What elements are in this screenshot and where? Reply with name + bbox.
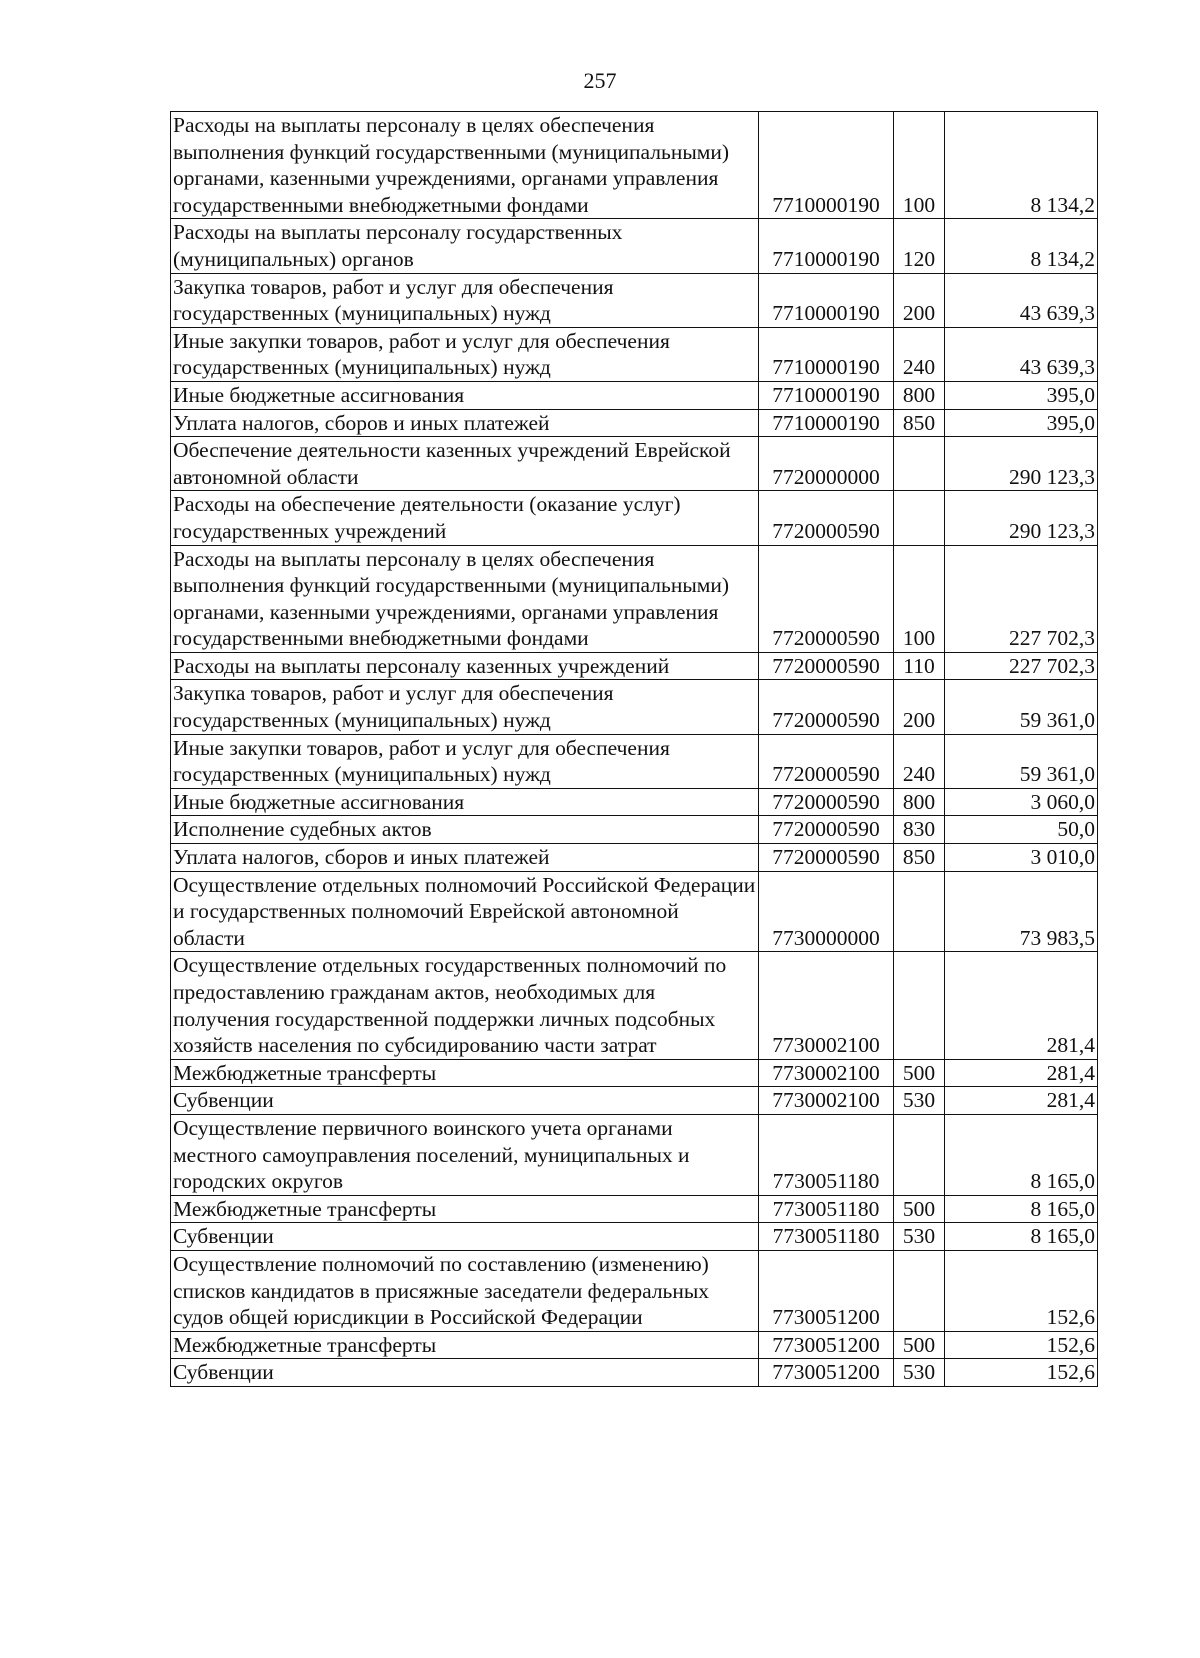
row-code-cell: 7720000590 — [759, 816, 894, 844]
row-amount-cell: 43 639,3 — [945, 327, 1098, 381]
table-row — [171, 1195, 1098, 1223]
row-amount-cell: 227 702,3 — [945, 545, 1098, 652]
row-type-cell: 530 — [894, 1359, 945, 1387]
row-type-cell: 850 — [894, 844, 945, 872]
row-amount-cell: 227 702,3 — [945, 652, 1098, 680]
row-amount-cell: 8 134,2 — [945, 112, 1098, 219]
row-amount-cell: 8 165,0 — [945, 1195, 1098, 1223]
row-name-cell: Закупка товаров, работ и услуг для обеспечения государственных (муниципальных) нужд — [171, 273, 759, 327]
row-amount-cell: 152,6 — [945, 1359, 1098, 1387]
row-code-cell: 7710000190 — [759, 381, 894, 409]
row-type-cell: 200 — [894, 680, 945, 734]
table-row — [171, 327, 1098, 381]
row-type-cell — [894, 491, 945, 545]
table-row — [171, 1359, 1098, 1387]
row-name-cell: Осуществление отдельных полномочий Российской Федерации и государственных полномочий Еврейской автономной области — [171, 871, 759, 952]
row-type-cell: 530 — [894, 1223, 945, 1251]
row-name-cell: Расходы на обеспечение деятельности (оказание услуг) государственных учреждений — [171, 491, 759, 545]
row-name-cell: Иные бюджетные ассигнования — [171, 381, 759, 409]
row-name-cell: Исполнение судебных актов — [171, 816, 759, 844]
row-code-cell: 7720000590 — [759, 844, 894, 872]
row-type-cell: 100 — [894, 112, 945, 219]
row-type-cell: 500 — [894, 1331, 945, 1359]
row-amount-cell: 281,4 — [945, 1059, 1098, 1087]
row-code-cell: 7730051180 — [759, 1195, 894, 1223]
row-amount-cell: 290 123,3 — [945, 437, 1098, 491]
table-row — [171, 273, 1098, 327]
row-name-cell: Субвенции — [171, 1359, 759, 1387]
row-code-cell: 7730051180 — [759, 1114, 894, 1195]
row-code-cell: 7720000590 — [759, 788, 894, 816]
row-type-cell: 240 — [894, 734, 945, 788]
row-code-cell: 7710000190 — [759, 409, 894, 437]
row-type-cell — [894, 952, 945, 1059]
table-row — [171, 871, 1098, 952]
row-name-cell: Субвенции — [171, 1223, 759, 1251]
row-amount-cell: 395,0 — [945, 381, 1098, 409]
row-amount-cell: 290 123,3 — [945, 491, 1098, 545]
row-name-cell: Межбюджетные трансферты — [171, 1059, 759, 1087]
row-amount-cell: 8 165,0 — [945, 1114, 1098, 1195]
row-amount-cell: 3 010,0 — [945, 844, 1098, 872]
row-name-cell: Обеспечение деятельности казенных учреждений Еврейской автономной области — [171, 437, 759, 491]
row-type-cell: 200 — [894, 273, 945, 327]
row-name-cell: Межбюджетные трансферты — [171, 1195, 759, 1223]
row-name-cell: Иные закупки товаров, работ и услуг для обеспечения государственных (муниципальных) нужд — [171, 734, 759, 788]
row-code-cell: 7730051180 — [759, 1223, 894, 1251]
table-row — [171, 1087, 1098, 1115]
row-type-cell: 110 — [894, 652, 945, 680]
row-amount-cell: 281,4 — [945, 952, 1098, 1059]
table-row — [171, 219, 1098, 273]
table-row — [171, 680, 1098, 734]
row-code-cell: 7730002100 — [759, 1087, 894, 1115]
budget-table — [170, 111, 1098, 1387]
row-name-cell: Расходы на выплаты персоналу в целях обеспечения выполнения функций государственными (муниципальными) органами, казенными учреждениями, органами управления государственными внебюджетными фондами — [171, 112, 759, 219]
table-row — [171, 1331, 1098, 1359]
row-name-cell: Осуществление полномочий по составлению (изменению) списков кандидатов в присяжные заседатели федеральных судов общей юрисдикции в Российской Федерации — [171, 1250, 759, 1331]
row-amount-cell: 395,0 — [945, 409, 1098, 437]
row-name-cell: Уплата налогов, сборов и иных платежей — [171, 409, 759, 437]
row-type-cell: 800 — [894, 788, 945, 816]
row-amount-cell: 50,0 — [945, 816, 1098, 844]
table-row — [171, 1250, 1098, 1331]
row-name-cell: Расходы на выплаты персоналу в целях обеспечения выполнения функций государственными (муниципальными) органами, казенными учреждениями, органами управления государственными внебюджетными фондами — [171, 545, 759, 652]
table-row — [171, 652, 1098, 680]
row-amount-cell: 152,6 — [945, 1331, 1098, 1359]
row-type-cell — [894, 437, 945, 491]
row-amount-cell: 152,6 — [945, 1250, 1098, 1331]
row-amount-cell: 43 639,3 — [945, 273, 1098, 327]
row-code-cell: 7730051200 — [759, 1250, 894, 1331]
row-code-cell: 7710000190 — [759, 112, 894, 219]
row-type-cell: 240 — [894, 327, 945, 381]
table-row — [171, 844, 1098, 872]
table-row — [171, 112, 1098, 219]
row-code-cell: 7730051200 — [759, 1331, 894, 1359]
table-row — [171, 437, 1098, 491]
table-row — [171, 381, 1098, 409]
row-type-cell: 830 — [894, 816, 945, 844]
table-row — [171, 1223, 1098, 1251]
table-row — [171, 1114, 1098, 1195]
budget-table-body — [171, 112, 1098, 1387]
row-type-cell: 120 — [894, 219, 945, 273]
row-amount-cell: 3 060,0 — [945, 788, 1098, 816]
row-type-cell: 500 — [894, 1059, 945, 1087]
row-name-cell: Субвенции — [171, 1087, 759, 1115]
row-code-cell: 7710000190 — [759, 219, 894, 273]
row-amount-cell: 73 983,5 — [945, 871, 1098, 952]
page-number: 257 — [583, 68, 617, 93]
row-name-cell: Уплата налогов, сборов и иных платежей — [171, 844, 759, 872]
row-code-cell: 7720000590 — [759, 734, 894, 788]
row-name-cell: Иные бюджетные ассигнования — [171, 788, 759, 816]
row-code-cell: 7720000590 — [759, 545, 894, 652]
row-type-cell: 800 — [894, 381, 945, 409]
row-amount-cell: 8 134,2 — [945, 219, 1098, 273]
row-amount-cell: 59 361,0 — [945, 680, 1098, 734]
row-name-cell: Расходы на выплаты персоналу казенных учреждений — [171, 652, 759, 680]
row-name-cell: Осуществление первичного воинского учета органами местного самоуправления поселений, муниципальных и городских округов — [171, 1114, 759, 1195]
row-code-cell: 7730002100 — [759, 952, 894, 1059]
row-code-cell: 7730000000 — [759, 871, 894, 952]
table-row — [171, 409, 1098, 437]
table-row — [171, 545, 1098, 652]
row-name-cell: Межбюджетные трансферты — [171, 1331, 759, 1359]
row-code-cell: 7720000590 — [759, 680, 894, 734]
row-type-cell — [894, 1114, 945, 1195]
row-code-cell: 7720000000 — [759, 437, 894, 491]
row-code-cell: 7720000590 — [759, 652, 894, 680]
row-name-cell: Закупка товаров, работ и услуг для обеспечения государственных (муниципальных) нужд — [171, 680, 759, 734]
row-type-cell — [894, 871, 945, 952]
table-row — [171, 491, 1098, 545]
row-amount-cell: 281,4 — [945, 1087, 1098, 1115]
row-code-cell: 7710000190 — [759, 327, 894, 381]
row-code-cell: 7730051200 — [759, 1359, 894, 1387]
row-type-cell — [894, 1250, 945, 1331]
row-amount-cell: 8 165,0 — [945, 1223, 1098, 1251]
row-name-cell: Осуществление отдельных государственных полномочий по предоставлению гражданам актов, необходимых для получения государственной поддержки личных подсобных хозяйств населения по субсидированию части затрат — [171, 952, 759, 1059]
table-row — [171, 952, 1098, 1059]
table-row — [171, 1059, 1098, 1087]
row-code-cell: 7710000190 — [759, 273, 894, 327]
row-code-cell: 7730002100 — [759, 1059, 894, 1087]
row-type-cell: 500 — [894, 1195, 945, 1223]
table-row — [171, 734, 1098, 788]
row-code-cell: 7720000590 — [759, 491, 894, 545]
row-amount-cell: 59 361,0 — [945, 734, 1098, 788]
table-row — [171, 816, 1098, 844]
row-type-cell: 850 — [894, 409, 945, 437]
row-type-cell: 530 — [894, 1087, 945, 1115]
row-name-cell: Иные закупки товаров, работ и услуг для обеспечения государственных (муниципальных) нужд — [171, 327, 759, 381]
row-type-cell: 100 — [894, 545, 945, 652]
row-name-cell: Расходы на выплаты персоналу государственных (муниципальных) органов — [171, 219, 759, 273]
table-row — [171, 788, 1098, 816]
